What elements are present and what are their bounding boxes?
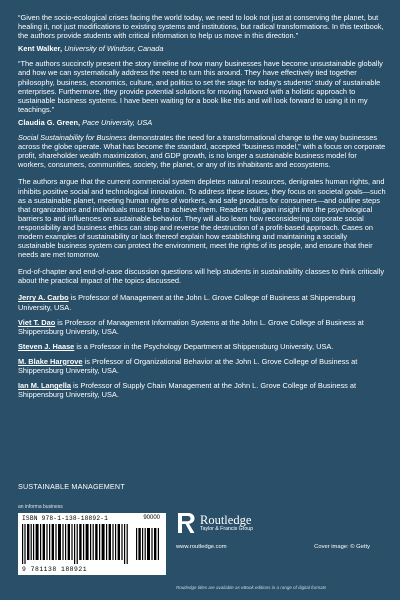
- publisher-logo: [176, 512, 253, 534]
- book-title: Social Sustainability for Business: [18, 133, 127, 143]
- author-bio: [18, 357, 386, 375]
- isbn-barcode: [18, 513, 166, 575]
- cover-image-credit: Cover image: © Getty: [314, 544, 370, 550]
- back-cover-text: [18, 13, 386, 405]
- endorsement-quote: “Given the socio-ecological crises facing the world today, we need to look not just at conserving the planet, but healing it, not just modifications to existing systems and institutions, but radical transformations. In this textbook, the authors provide students with critical information to help us move in this direction.”: [18, 13, 384, 41]
- author-name: Viet T. Dao: [18, 317, 56, 327]
- author-bio-text: is Professor of Management at the John L. Grove College of Business at Shippensburg University, USA.: [18, 293, 356, 312]
- author-bio: [18, 342, 386, 351]
- endorsement-attribution: [18, 44, 386, 53]
- description-text: demonstrates the need for a transformational change to the way businesses across the globe operate. What has become the standard, accepted “business model,” with a focus on corporate profit, shareholder wealth maximization, and GDP growth, is no longer a sustainable business model for workers, consumers, communities, society, the planet, or any of its inhabitants and ecosystems.: [18, 133, 386, 170]
- subject-category: SUSTAINABLE MANAGEMENT: [18, 482, 125, 491]
- description-paragraph-2: The authors argue that the current commercial system depletes natural resources, denigrates human rights, and inhibits positive social and technological innovation. To address these issues, they focus on societal goals—such as a sustainable planet, meeting human rights of workers, and safe products for consumers—and outline steps that organizations and individuals must take to achieve them. Readers will gain insight into the psychological barriers to and influences on sustainable behavior. They will also learn how reconsidering corporate social responsibility and business ethics can stop and reverse the destruction of a profit-based approach. Cases on modern examples of sustainability or lack thereof explain how establishing and maintaining a socially sustainable business system can protect the environment, meet the rights of its people, and ensure that their needs are met tomorrow.: [18, 177, 386, 260]
- endorsement-1: [18, 13, 386, 53]
- ebook-availability-note: Routledge titles are available as eBook editions in a range of digital formats: [176, 585, 327, 590]
- publisher-group: Taylor & Francis Group: [200, 526, 254, 532]
- barcode-bars-icon: [22, 524, 130, 564]
- publisher-name: Routledge: [200, 513, 252, 527]
- author-bio-text: is Professor of Management Information Systems at the John L. Grove College of Business at Shippensburg University, USA.: [18, 317, 364, 336]
- price-code: 90000: [143, 515, 160, 521]
- author-name: Steven J. Haase: [18, 341, 75, 351]
- author-name: Ian M. Langella: [18, 381, 71, 391]
- endorsement-2: [18, 59, 386, 127]
- author-bio: [18, 381, 386, 399]
- routledge-r-icon: [176, 512, 196, 534]
- description-paragraph-1: [18, 133, 386, 169]
- author-bio-text: is a Professor in the Psychology Department at Shippensburg University, USA.: [74, 341, 334, 351]
- endorsement-quote: “The authors succinctly present the story timeline of how many businesses have become unsustainable globally and how we can systematically address the need to turn this around. They have effectively tied together philosophy, business, economics, culture, and politics to set the stage for today’s students’ study of sustainable enterprises. Furthermore, they provide potential solutions for moving forward with a holistic approach to sustainable business systems. I have been waiting for a book like this and will look forward to using it in my teachings.”: [18, 59, 383, 114]
- isbn-digits: 9 781138 188921: [22, 566, 88, 573]
- endorser-name: Claudia G. Green,: [18, 117, 81, 127]
- endorser-affiliation: Pace University, USA: [82, 117, 153, 127]
- endorsement-attribution: [18, 118, 386, 127]
- informa-tagline: an informa business: [18, 504, 63, 510]
- isbn-label: ISBN 978-1-138-18892-1: [22, 515, 109, 522]
- endorser-affiliation: University of Windsor, Canada: [64, 44, 164, 54]
- description-paragraph-3: End-of-chapter and end-of-case discussion questions will help students in sustainability classes to think critically about the practical impact of the topics discussed.: [18, 267, 385, 286]
- author-bio: [18, 293, 386, 311]
- author-bio-text: is Professor of Supply Chain Management at the John L. Grove College of Business at Shippensburg University, USA.: [18, 381, 357, 400]
- publisher-url: www.routledge.com: [176, 544, 227, 550]
- author-name: M. Blake Hargrove: [18, 356, 83, 366]
- publisher-text: [200, 514, 253, 532]
- price-barcode-bars-icon: [136, 524, 162, 564]
- endorser-name: Kent Walker,: [18, 44, 63, 54]
- author-name: Jerry A. Carbo: [18, 293, 69, 303]
- author-bio: [18, 318, 386, 336]
- author-bio-text: is Professor of Organizational Behavior at the John L. Grove College of Business at Shippensburg University, USA.: [18, 356, 358, 375]
